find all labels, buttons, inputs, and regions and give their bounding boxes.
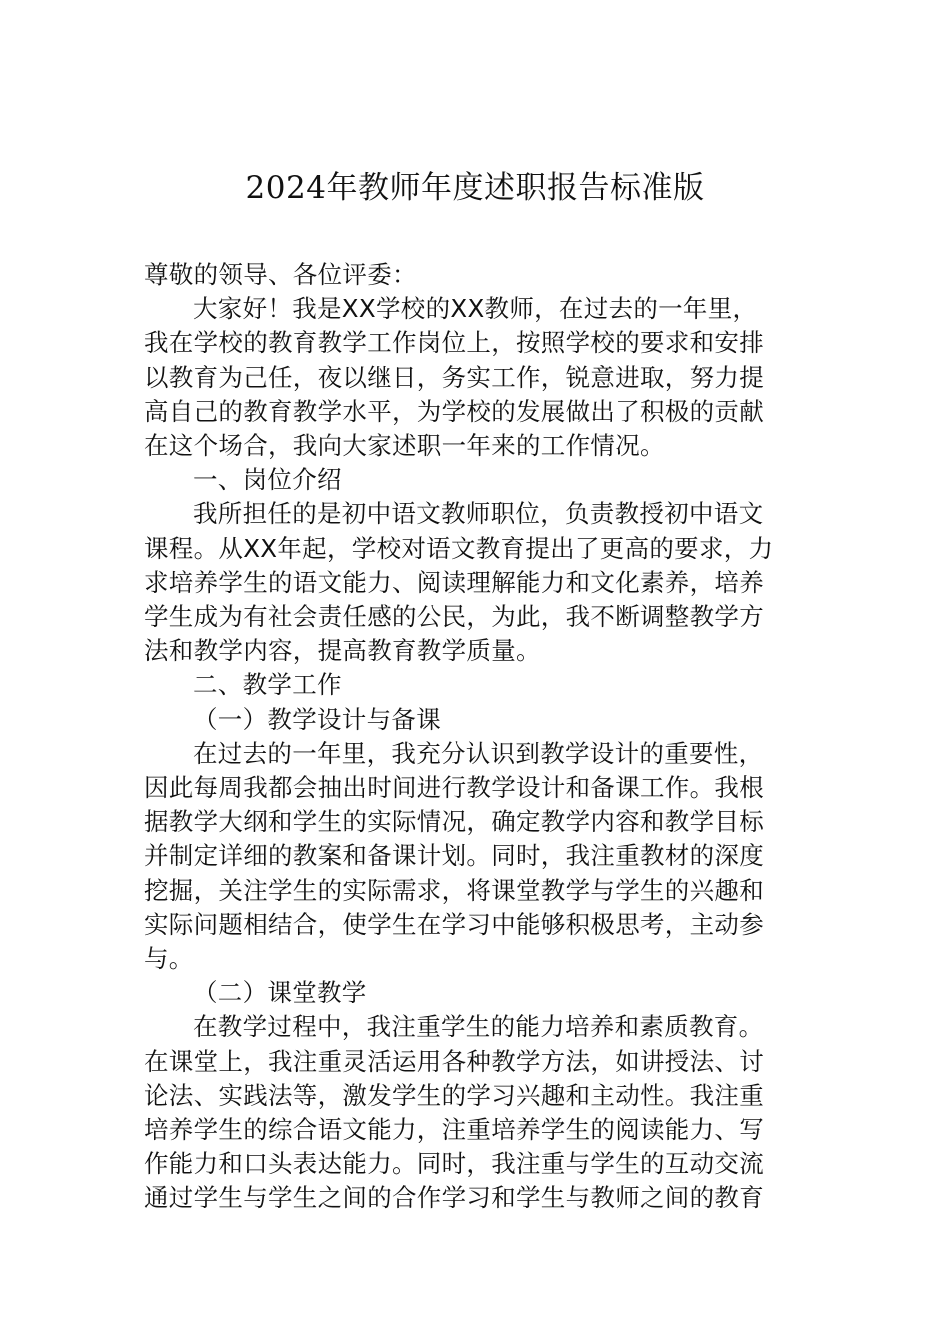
text-line: 通过学生与学生之间的合作学习和学生与教师之间的教育: [144, 1183, 764, 1213]
text-line: 在过去的一年里，我充分认识到教学设计的重要性，: [193, 738, 764, 768]
document-title: 2024年教师年度述职报告标准版: [245, 170, 705, 206]
text-line: 培养学生的综合语文能力，注重培养学生的阅读能力、写: [144, 1115, 764, 1145]
text-line: 挖掘，关注学生的实际需求，将课堂教学与学生的兴趣和: [144, 875, 764, 905]
text-line: 实际问题相结合，使学生在学习中能够积极思考，主动参: [144, 909, 764, 939]
design-paragraph: [144, 737, 809, 976]
text-line: 因此每周我都会抽出时间进行教学设计和备课工作。我根: [144, 773, 764, 803]
position-paragraph: [144, 497, 809, 668]
intro-paragraph: [144, 292, 809, 463]
text-line: 高自己的教育教学水平，为学校的发展做出了积极的贡献: [144, 396, 764, 426]
document-body: [144, 258, 809, 1216]
text-line: 与。: [144, 944, 194, 974]
text-line: 我在学校的教育教学工作岗位上，按照学校的要求和安排: [144, 328, 764, 358]
text-line: 论法、实践法等，激发学生的学习兴趣和主动性。我注重: [144, 1080, 764, 1110]
text-line: 学生成为有社会责任感的公民，为此，我不断调整教学方: [144, 602, 764, 632]
salutation: 尊敬的领导、各位评委：: [144, 260, 417, 289]
text-line: 大家好！我是XX学校的XX教师，在过去的一年里，: [193, 294, 758, 324]
text-line: 以教育为己任，夜以继日，务实工作，锐意进取，努力提: [144, 362, 764, 392]
text-line: 在这个场合，我向大家述职一年来的工作情况。: [144, 431, 665, 461]
text-line: 法和教学内容，提高教育教学质量。: [144, 636, 541, 666]
text-line: 求培养学生的语文能力、阅读理解能力和文化素养，培养: [144, 567, 764, 597]
text-line: 我所担任的是初中语文教师职位，负责教授初中语文: [193, 499, 764, 529]
section-heading-teaching: 二、教学工作: [193, 670, 342, 700]
subsection-heading-classroom: （二）课堂教学: [193, 978, 367, 1008]
text-line: 作能力和口头表达能力。同时，我注重与学生的互动交流: [144, 1149, 764, 1179]
subsection-heading-design: （一）教学设计与备课: [193, 704, 441, 734]
text-line: 并制定详细的教案和备课计划。同时，我注重教材的深度: [144, 841, 764, 871]
text-line: 在教学过程中，我注重学生的能力培养和素质教育。: [193, 1012, 764, 1042]
section-heading-position: 一、岗位介绍: [193, 465, 342, 495]
classroom-paragraph: [144, 1010, 809, 1215]
text-line: 课程。从XX年起，学校对语文教育提出了更高的要求，力: [144, 533, 774, 563]
text-line: 据教学大纲和学生的实际情况，确定教学内容和教学目标: [144, 807, 764, 837]
text-line: 在课堂上，我注重灵活运用各种教学方法，如讲授法、讨: [144, 1046, 764, 1076]
